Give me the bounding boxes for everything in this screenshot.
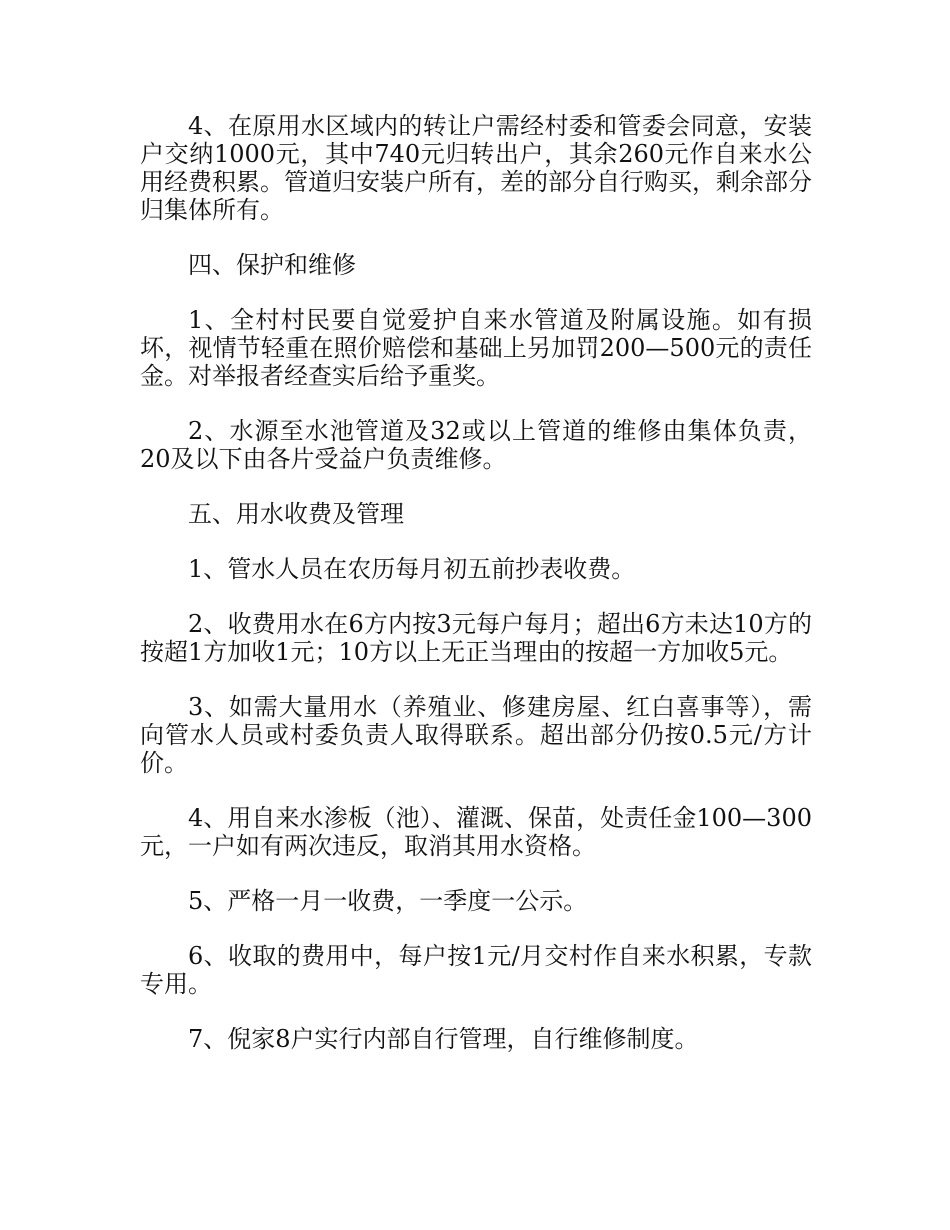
paragraph-monthly-fee: 5、严格一月一收费，一季度一公示。: [188, 887, 588, 915]
paragraph-fee-rates: 2、收费用水在6方内按3元每户每月；超出6方未达10方的按超1方加收1元；10方以上无正当理由的按超一方加收5元。: [140, 610, 812, 666]
paragraph-meter-reading: 1、管水人员在农历每月初五前抄表收费。: [188, 555, 636, 583]
paragraph-fund-accumulation: 6、收取的费用中，每户按1元/月交村作自来水积累，专款专用。: [140, 942, 812, 998]
paragraph-pipe-maintenance: 2、水源至水池管道及32或以上管道的维修由集体负责，20及以下由各片受益户负责维修。: [140, 417, 812, 473]
paragraph-large-usage: 3、如需大量用水（养殖业、修建房屋、红白喜事等），需向管水人员或村委负责人取得联系。超出部分仍按0.5元/方计价。: [140, 693, 812, 777]
paragraph-ni-family: 7、倪家8户实行内部自行管理，自行维修制度。: [188, 1025, 699, 1053]
paragraph-protect-facilities: 1、全村村民要自觉爱护自来水管道及附属设施。如有损坏，视情节轻重在照价赔偿和基础上另加罚200—500元的责任金。对举报者经查实后给予重奖。: [140, 306, 812, 390]
paragraph-transfer-rules: 4、在原用水区域内的转让户需经村委和管委会同意，安装户交纳1000元，其中740元归转出户，其余260元作自来水公用经费积累。管道归安装户所有，差的部分自行购买，剩余部分归集体所有。: [140, 112, 812, 224]
paragraph-penalty: 4、用自来水渗板（池）、灌溉、保苗，处责任金100—300元，一户如有两次违反，取消其用水资格。: [140, 804, 812, 860]
section-heading-fees-management: 五、用水收费及管理: [188, 500, 404, 528]
document-page: [140, 112, 812, 1053]
section-heading-protection-maintenance: 四、保护和维修: [188, 251, 356, 279]
